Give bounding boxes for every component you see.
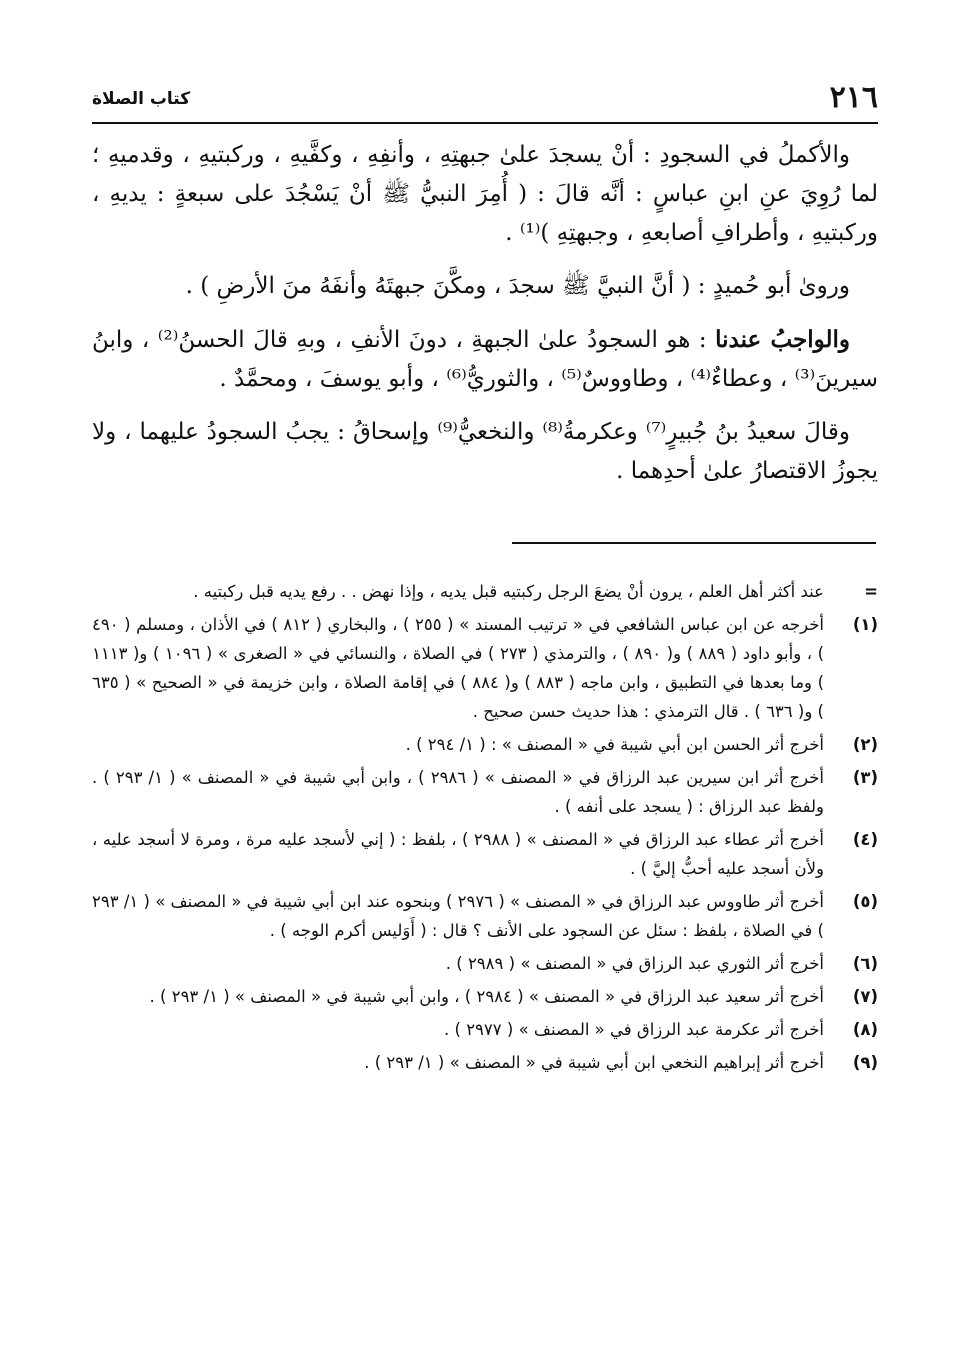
footnote-text: أخرج أثر ابن سيرين عبد الرزاق في « المصنف » ( ٢٩٨٦ ) ، وابن أبي شيبة في « المصنف » ( ١/ ٢٩٣ ) . ولفظ عبد الرزاق : ( يسجد على أنفه ) .	[92, 768, 825, 816]
footnote-number: (٦)	[852, 954, 878, 973]
paragraph	[92, 267, 878, 306]
footnote-number: (٨)	[852, 1020, 878, 1039]
footnote-number: (٣)	[852, 768, 878, 787]
footnote-text: أخرج أثر سعيد عبد الرزاق في « المصنف » ( ٢٩٨٤ ) ، وابن أبي شيبة في « المصنف » ( ١/ ٢٩٣ ) .	[149, 987, 824, 1006]
footnote-number: (٥)	[852, 892, 878, 911]
footnotes	[92, 577, 878, 1081]
footnote-number: (٤)	[852, 830, 878, 849]
paragraph	[92, 320, 878, 399]
footnote-text: أخرج أثر الحسن ابن أبي شيبة في « المصنف » : ( ١/ ٢٩٤ ) .	[405, 735, 824, 754]
footnote-text: أخرج أثر عطاء عبد الرزاق في « المصنف » ( ٢٩٨٨ ) ، بلفظ : ( إني لأسجد عليه مرة ، ومرة لا أسجد عليه ، ولأن أسجد عليه أحبُّ إليَّ ) .	[92, 830, 824, 878]
main-text	[92, 136, 878, 505]
running-title: كتاب الصلاة	[92, 89, 191, 109]
paragraph	[92, 413, 878, 491]
footnote	[92, 1015, 878, 1044]
footnote-number: (١)	[852, 615, 878, 634]
footnote-number: =	[864, 582, 878, 601]
footnote	[92, 982, 878, 1011]
paragraph-text: والأكملُ في السجودِ : أنْ يسجدَ علىٰ جبهتِهِ ، وأنفِهِ ، وكفَّيهِ ، وركبتيهِ ، وقدميهِ ؛ لما رُوِيَ عنِ ابنِ عباسٍ : أنَّه قالَ : ( أُمِرَ النبيُّ ﷺ أنْ يَسْجُدَ على سبعةٍ : يديهِ ، وركبتيهِ ، وأطرافِ أصابعهِ ، وجبهتِهِ )⁽¹⁾ .	[92, 142, 878, 246]
footnote	[92, 1048, 878, 1077]
paragraph-lead: والواجبُ عندنا	[715, 326, 851, 353]
footnote	[92, 610, 878, 726]
footnote-text: أخرج أثر طاووس عبد الرزاق في « المصنف » ( ٢٩٧٦ ) وبنحوه عند ابن أبي شيبة في « المصنف » ( ١/ ٢٩٣ ) في الصلاة ، بلفظ : سئل عن السجود على الأنف ؟ قال : ( أَوَليس أكرم الوجه ) .	[92, 892, 824, 940]
footnote-text: أخرجه عن ابن عباس الشافعي في « ترتيب المسند » ( ٢٥٥ ) ، والبخاري ( ٨١٢ ) في الأذان ، ومسلم ( ٤٩٠ ) ، وأبو داود ( ٨٨٩ ) و( ٨٩٠ ) ، والترمذي ( ٢٧٣ ) في الصلاة ، والنسائي في « الصغرى » ( ١٠٩٦ ) و( ١١١٣ ) وما بعدها في التطبيق ، وابن ماجه ( ٨٨٣ ) و( ٨٨٤ ) في إقامة الصلاة ، وابن خزيمة في « الصحيح » ( ٦٣٥ ) و( ٦٣٦ ) . قال الترمذي : هذا حديث حسن صحيح .	[92, 615, 825, 721]
footnote	[92, 887, 878, 945]
footnote-number: (٩)	[852, 1053, 878, 1072]
paragraph	[92, 136, 878, 253]
footnote-text: أخرج أثر عكرمة عبد الرزاق في « المصنف » ( ٢٩٧٧ ) .	[444, 1020, 824, 1039]
footnote	[92, 730, 878, 759]
page-header	[92, 78, 878, 118]
footnote-separator	[512, 542, 876, 544]
footnote-number: (٢)	[852, 735, 878, 754]
paragraph-text: : هو السجودُ علىٰ الجبهةِ ، دونَ الأنفِ ، وبهِ قالَ الحسنُ⁽²⁾ ، وابنُ سيرينَ⁽³⁾ ، وعطاءٌ⁽⁴⁾ ، وطاووسٌ⁽⁵⁾ ، والثوريُّ⁽⁶⁾ ، وأبو يوسفَ ، ومحمَّدٌ .	[92, 327, 878, 392]
footnote-text: عند أكثر أهل العلم ، يرون أنْ يضعَ الرجل ركبتيه قبل يديه ، وإذا نهض . . رفع يديه قبل ركبتيه .	[193, 582, 824, 601]
paragraph-text: وروىٰ أبو حُميدٍ : ( أنَّ النبيَّ ﷺ سجدَ ، ومكَّنَ جبهتَهُ وأنفَهُ منَ الأرضِ ) .	[185, 273, 850, 299]
header-rule	[92, 122, 878, 124]
paragraph-text: وقالَ سعيدُ بنُ جُبيرٍ⁽⁷⁾ وعكرمةُ⁽⁸⁾ والنخعيُّ⁽⁹⁾ وإسحاقُ : يجبُ السجودُ عليهما ، ولا يجوزُ الاقتصارُ علىٰ أحدِهما .	[92, 419, 878, 484]
page-number: ٢١٦	[829, 80, 878, 115]
footnote	[92, 825, 878, 883]
footnote-continuation	[92, 577, 878, 606]
footnote-text: أخرج أثر إبراهيم النخعي ابن أبي شيبة في « المصنف » ( ١/ ٢٩٣ ) .	[364, 1053, 824, 1072]
footnote-number: (٧)	[852, 987, 878, 1006]
footnote	[92, 763, 878, 821]
footnote-text: أخرج أثر الثوري عبد الرزاق في « المصنف » ( ٢٩٨٩ ) .	[445, 954, 824, 973]
footnote	[92, 949, 878, 978]
